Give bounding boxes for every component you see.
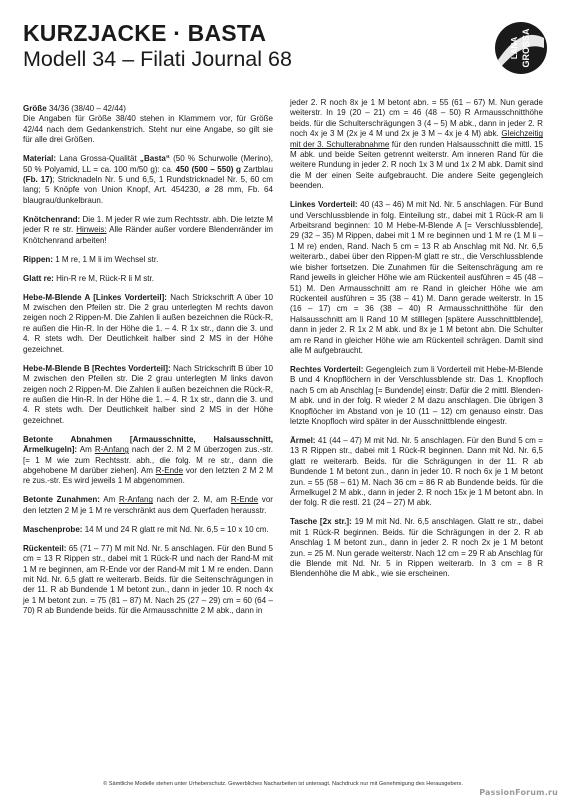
- paragraph-text: 41 (44 – 47) M mit Nd. Nr. 5 anschlagen. Für den Bund 5 cm = 13 R Rippen str., dabei mit 1 Rück-R beginnen. Dann mit Nd. Nr. 6,5 glatt re weiterarb. Beids. für die Schrägungen in der 11. R ab Bundende 1 M betont zun., dann in jeder 10. R noch 6x je 1 M betont zun. = 55 (58 – 61) M. Nach 36 cm = 86 R ab Bundende beids. für die Ärmelkugel 2 M abk., dann in jeder 2. R noch 15x je 1 M betont abn. In der folg. R die restl. 21 (24 – 27) M abk.: [290, 435, 543, 508]
- section-heading: Knötchenrand:: [23, 214, 81, 224]
- paragraph-text: Zartblau: [240, 164, 273, 174]
- paragraph-text: R-Anfang: [94, 445, 129, 455]
- paragraph: [23, 274, 273, 284]
- paragraph: [23, 525, 273, 535]
- paragraph: [23, 215, 273, 246]
- paragraph: [23, 435, 273, 487]
- paragraph-text: Am: [99, 495, 119, 505]
- paragraph-text: Gleichzeitig mit der 3. Schulterabnahme: [290, 129, 543, 149]
- section-heading: „Basta“: [139, 154, 170, 164]
- paragraph-text: ; Stricknadeln Nr. 5 und 6,5, 1 Rundstricknadel Nr. 5, 60 cm lang; 5 Knöpfe von Union Knopf, Art. 454230, ø 28 mm, Fb. 64 blaugrau/dunkelbraun.: [23, 175, 273, 205]
- paragraph: [23, 104, 273, 146]
- section-heading: Linkes Vorderteil:: [290, 200, 358, 210]
- paragraph: [23, 544, 273, 617]
- paragraph: [23, 293, 273, 355]
- left-text-column: [23, 104, 273, 625]
- section-heading: Betonte Abnahmen [Armausschnitte, Halsausschnitt, Ärmelkugeln]:: [23, 434, 273, 455]
- paragraph: [23, 495, 273, 516]
- section-heading: Tasche [2x str.]:: [290, 517, 352, 527]
- section-heading: Betonte Zunahmen:: [23, 495, 100, 505]
- paragraph-text: vor den letzten 2 M 2 M re zus.-str. Es wird jeweils 1 M abgenommen.: [23, 465, 273, 486]
- paragraph-text: Hinweis:: [76, 225, 107, 235]
- section-heading: Rippen:: [23, 254, 53, 264]
- section-heading: Glatt re:: [23, 273, 54, 283]
- paragraph: [290, 98, 543, 192]
- paragraph-text: jeder 2. R noch 8x je 1 M betont abn. = 55 (61 – 67) M. Nun gerade weiterstr. In 19 (20 – 21) cm = 46 (48 – 50) R Armausschnitthöhe beids. für die Schulterschrägungen 3 (4 – 5) M abk., dann in jeder 2. R noch 4x je 3 M (2x je 4 M und 2x je 3 M – 4x je 4 M) abk.: [290, 98, 543, 139]
- logo-text-lana: LANA: [510, 36, 519, 60]
- section-heading: Hebe-M-Blende B [Rechtes Vorderteil]:: [23, 363, 171, 373]
- paragraph-text: 1 M re, 1 M li im Wechsel str.: [52, 254, 159, 264]
- paragraph-text: vor den letzten 2 M je 1 M re verschränkt aus dem Querfaden herausstr.: [23, 495, 273, 515]
- paragraph-text: Die Angaben für Größe 38/40 stehen in Klammern vor, für Größe 42/44 nach dem Gedankenstrich. Steht nur eine Angabe, so gilt sie für alle drei Größen.: [23, 114, 273, 145]
- section-heading: Ärmel:: [290, 435, 316, 445]
- paragraph-text: 14 M und 24 R glatt re mit Nd. Nr. 6,5 = 10 x 10 cm.: [82, 524, 269, 534]
- paragraph-text: Nach Strickschrift B über 10 M zwischen den Pfeilen str. Die 2 grau unterlegten M links davon zeigen noch 2 Rippen-M. Die Zahlen li außen bezeichnen die Rück-R, re außen die Hin-R. In der Höhe die 1. – 4. R 1x str., dann die 3. und 4. R stets wdh. Der Deutlichkeit halber sind 2 MS in der Höhe gezeichnet.: [23, 363, 273, 425]
- paragraph-text: Am: [77, 445, 95, 455]
- paragraph-text: Lana Grossa-Qualität: [56, 154, 140, 164]
- paragraph-text: Die 1. M jeder R wie zum Rechtsstr. abh. Die letzte M jeder R re str.: [23, 214, 273, 235]
- document-header: [23, 20, 292, 72]
- paragraph: [290, 200, 543, 356]
- paragraph-text: 34/36 (38/40 – 42/44): [46, 104, 126, 113]
- copyright-footer: © Sämtliche Modelle stehen unter Urheberschutz. Gewerbliches Nacharbeiten ist untersagt. Nachdruck nur mit Genehmigung des Herausgebers.: [103, 781, 463, 787]
- section-heading: Größe: [23, 104, 47, 113]
- paragraph-text: Hin-R re M, Rück-R li M str.: [53, 273, 155, 283]
- paragraph-text: Gegengleich zum li Vorderteil mit Hebe-M-Blende B und 4 Knopflöchern in der Verschlussblende str. Das 1. Knopfloch nach 5 cm ab Anschlag [= Bundende] einstr. Dafür die 2 mittl. Blenden-M abk. und in der folg. R wieder 2 M dazu anschlagen. Die übrigen 3 Knopflöcher im Abstand von je 10 (11 – 12) cm genauso einstr. Das letzte Knopfloch wird später in der Ausschnittblende eingestr.: [290, 364, 543, 426]
- paragraph-text: für den runden Halsausschnitt die mittl. 15 M abk. und beide Seiten getrennt weiterstr. Am inneren Rand für die weitere Rundung in jeder 2. R noch 1x 3 M und 1x 2 M abk. Damit sind die M der einen Seite aufgebraucht. Die andere Seite gegengleich beenden.: [290, 139, 543, 191]
- paragraph-text: nach der 2. M 2 M überzogen zus.-str. [= 1 M wie zum Rechtsstr. abh., die folg. M re str., dann die abgehobene M darüber ziehen]. Am: [23, 445, 273, 475]
- paragraph: [290, 365, 543, 427]
- paragraph-text: R-Ende: [155, 465, 184, 475]
- page-subtitle: Modell 34 – Filati Journal 68: [23, 47, 292, 71]
- paragraph: [23, 364, 273, 426]
- section-heading: 450 (500 – 550) g: [175, 164, 241, 174]
- paragraph-text: R-Anfang: [118, 495, 153, 505]
- section-heading: Rückenteil:: [23, 543, 67, 553]
- paragraph-text: (50 % Schurwolle (Merino), 50 % Polyamid, LL = ca. 100 m/50 g): ca.: [23, 154, 273, 174]
- section-heading: Material:: [23, 154, 57, 164]
- paragraph-text: 40 (43 – 46) M mit Nd. Nr. 5 anschlagen. Für Bund und Verschlussblende in folg. Einteilung str., dabei mit 1 Rück-R am li Arbeitsrand beginnen: 10 M Hebe-M-Blende A [= Verschlussblende], 29 (32 – 35) M Rippen, dabei mit 1 M re beginnen und 1 M re (1 M li – 1 M re) enden, Rand. Nach 5 cm = 13 R ab Anschlag mit Nd. Nr. 6,5 weiterarb., dabei über den Rippen-M glatt re str., die Verschlussblende wie bisher fortsetzen. Die Zunahmen für die Seitenschrägung am re Rand jeweils in gleicher Höhe wie am Rückenteil ausführen = 45 (48 – 51) M. Den Armausschnitt am re Rand in gleicher Höhe wie am Rückenteil ausführen = 35 (38 – 41) M. Dann gerade weiterstr. In 15 (16 – 17) cm = 36 (38 – 40) R Armausschnitthöhe für den Halsausschnitt am li Rand 10 M stilllegen [spätere Ausschnittblende], dann in jeder 2. R 1x 2 M abk. und 8x je 1 M betont abn. Die Schulter am re Rand in gleicher Höhe wie am Rückenteil schrägen. Damit sind alle M aufgebraucht.: [290, 200, 543, 355]
- paragraph-text: Alle Ränder außer vordere Blendenränder im Knötchenrand arbeiten!: [23, 225, 273, 245]
- lana-grossa-logo: [494, 18, 548, 78]
- paragraph-text: Nach Strickschrift A über 10 M zwischen den Pfeilen str. Die 2 grau unterlegten M rechts davon zeigen noch 2 Rippen-M. Die Zahlen li außen bezeichnen die Rück-R, re außen die Hin-R. In der Höhe die 1. – 4. R 1x str., dann die 3. und 4. R stets wdh. Der Deutlichkeit halber sind 2 MS in der Höhe gezeichnet.: [23, 292, 273, 354]
- paragraph-text: nach der 2. M, am: [152, 495, 231, 505]
- paragraph: [23, 255, 273, 265]
- paragraph-text: R-Ende: [230, 495, 259, 505]
- section-heading: Rechtes Vorderteil:: [290, 364, 364, 374]
- section-heading: (Fb. 17): [23, 175, 53, 185]
- watermark: PassionForum.ru: [479, 788, 558, 797]
- paragraph: [290, 517, 543, 579]
- paragraph: [290, 436, 543, 509]
- section-heading: Maschenprobe:: [23, 524, 83, 534]
- paragraph: [23, 154, 273, 206]
- page-title: KURZJACKE · BASTA: [23, 20, 267, 46]
- paragraph-text: 65 (71 – 77) M mit Nd. Nr. 5 anschlagen. Für den Bund 5 cm = 13 R Rippen str., dabei mit 1 Rück-R und nach der Rand-M mit 1 M re beginnen, am R-Ende vor der Rand-M mit 1 M re enden. Dann mit Nd. Nr. 6,5 glatt re weiterarb. Beids. für die Seitenschrägungen in der 11. R ab Bundende 1 M betont zun., dann in jeder 10. R noch 4x je 1 M betont zun. = 75 (81 – 87) M. Nach 25 (27 – 29) cm = 60 (64 – 70) R ab Bundende beids. für die Armausschnitte 2 M abk., dann in: [23, 543, 273, 616]
- paragraph-text: 19 M mit Nd. Nr. 6,5 anschlagen. Glatt re str., dabei mit 1 Rück-R beginnen. Beids. für die Schrägungen in der 2. R ab Anschlag 1 M betont zun., dann in jeder 2. R noch 2x je 1 M betont zun. = 25 M. Nun gerade weiterstr. Nach 12 cm = 29 R ab Anschlag für die Blende mit Nd. Nr. 5 in Rippen weiterarb. In 3 cm = 8 R Blendenhöhe die M abk., wie sie erscheinen.: [290, 517, 543, 579]
- logo-text-grossa: GROSSA: [521, 28, 531, 68]
- section-heading: Hebe-M-Blende A [Linkes Vorderteil]:: [23, 292, 167, 302]
- right-text-column: [290, 98, 543, 588]
